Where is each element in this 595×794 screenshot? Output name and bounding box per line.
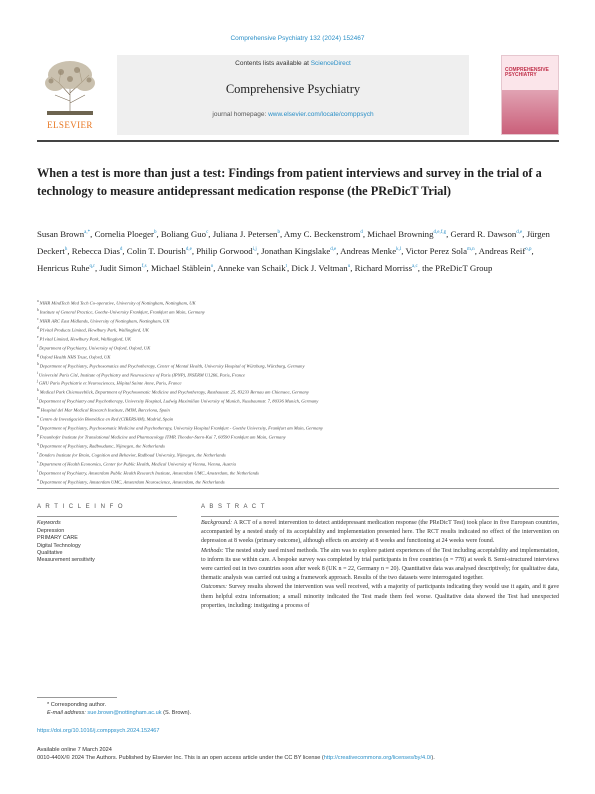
- affiliation-label: e: [37, 334, 40, 339]
- affiliation-label: k: [37, 388, 40, 393]
- affiliation-label: q: [37, 442, 40, 446]
- affiliation-label: u: [37, 477, 40, 482]
- affiliation-item: [37, 316, 562, 325]
- abstract-paragraph: [201, 519, 559, 547]
- journal-header: [37, 55, 559, 135]
- author-affiliation-marks[interactable]: d: [360, 230, 363, 235]
- affiliation-item: [37, 450, 562, 459]
- affiliation-divider: [37, 488, 559, 489]
- author-affiliation-marks[interactable]: d,e,f,g: [433, 230, 447, 235]
- author-affiliation-marks[interactable]: a,*: [84, 230, 91, 235]
- abstract-section-label: Background:: [201, 520, 233, 526]
- affiliation-label: n: [37, 415, 40, 420]
- email-label: E-mail address:: [47, 710, 86, 716]
- affiliation-label: a: [37, 299, 40, 303]
- keywords-title: Keywords: [37, 520, 61, 526]
- abstract-paragraph: [201, 583, 559, 611]
- affiliation-label: c: [37, 316, 40, 321]
- affiliation-label: j: [37, 379, 39, 384]
- author-affiliation-marks[interactable]: q,r: [89, 263, 95, 269]
- author-name[interactable]: Colin T. Dourish: [126, 245, 186, 256]
- abstract-section-text: Survey results showed the intervention was well received, with a majority of participants indicating they would use it again, and it gave them helpful extra information; a small minority indicated the Test made them feel worse. Qualitative data showed the Test had unexpected properties, including: instigating a process of: [201, 584, 559, 609]
- keyword-item: Digital Technology: [37, 542, 81, 549]
- article-info-rule: [37, 516, 177, 517]
- affiliation-text: Department of Psychiatry, Psychosomatic Medicine and Psychotherapy, University Hospital Frankfurt - Goethe University, Frankfurt am Main, Germany: [39, 425, 323, 431]
- author-name[interactable]: Boliang Guo: [160, 228, 207, 239]
- author-affiliation-marks[interactable]: u: [347, 263, 351, 269]
- abstract-paragraph: [201, 547, 559, 584]
- author-affiliation-marks[interactable]: b: [153, 230, 157, 235]
- affiliation-item: [37, 343, 562, 352]
- affiliation-text: Institute of General Practice, Goethe-University Frankfurt, Frankfurt am Main, Germany: [39, 309, 205, 315]
- abstract-section-text: A RCT of a novel intervention to detect antidepressant medication response (the PReDicT Test) took place in five European countries, accompanied by a nested study of its acceptability and implementation presented here. The RCT results indicated no effect of the intervention on depression at 8 weeks (primary outcome), although effects on anxiety at 8 weeks and functioning at 24 weeks were found.: [201, 520, 559, 545]
- author-name[interactable]: Cornelia Ploeger: [94, 228, 154, 239]
- author-name[interactable]: Susan Brown: [37, 228, 85, 239]
- abstract-section-label: Outcomes:: [201, 584, 227, 591]
- availability-date: Available online 7 March 2024: [37, 747, 112, 753]
- keyword-item: Measurement sensitivity: [37, 557, 95, 564]
- keywords-list: [37, 528, 177, 564]
- article-info-heading: A R T I C L E I N F O: [37, 504, 125, 510]
- author-name[interactable]: Victor Perez Sola: [405, 245, 468, 256]
- affiliation-label: f: [37, 343, 40, 348]
- email-suffix: (S. Brown).: [163, 710, 192, 716]
- author-name[interactable]: Judit Simon: [99, 262, 142, 273]
- affiliation-label: i: [37, 370, 39, 375]
- affiliation-text: Hospital del Mar Medical Research Institute, IMIM, Barcelona, Spain: [40, 407, 170, 413]
- homepage-prefix: journal homepage:: [212, 111, 267, 118]
- email-line: [37, 709, 557, 717]
- abstract-section-text: The nested study used mixed methods. The aim was to explore patient experiences of the Test including acceptability and implementation, to inform its use within care. A bespoke survey was completed by trial participants in five countries (n = 778) at week 8. Semi-structured interviews were carried out in two countries soon after week 8 (UK n = 22, Germany n = 20). Quantitative data was analysed descriptively; for qualitative data, thematic analysis was carried out using a framework approach. Results of the two datasets were interrogated together.: [201, 547, 559, 582]
- author-name[interactable]: Gerard R. Dawson: [450, 228, 517, 239]
- elsevier-tree-logo: [37, 55, 103, 135]
- affiliation-label: o: [37, 424, 40, 429]
- affiliation-item: [37, 414, 562, 423]
- affiliation-text: NIHR ARC East Midlands, University of Nottingham, Nottingham, UK: [39, 318, 170, 324]
- affiliation-text: Department of Psychiatry, Psychosomatics and Psychotherapy, Center of Mental Health, University Hospital of Würzburg, Würzburg, Germany: [39, 363, 305, 369]
- affiliation-text: Fraunhofer Institute for Translational Medicine and Pharmacology ITMP, Theodor-Stern-Kai 7, 60590 Frankfurt am Main, Germany: [39, 434, 286, 440]
- tree-icon: [37, 55, 103, 119]
- affiliation-label: b: [37, 307, 40, 312]
- author-name[interactable]: Richard Morriss: [354, 262, 413, 273]
- affiliation-label: h: [37, 361, 40, 366]
- author-affiliation-marks[interactable]: t: [285, 263, 288, 269]
- affiliation-item: [37, 432, 562, 441]
- affiliation-item: [37, 298, 562, 307]
- author-name[interactable]: Dick J. Veltman: [291, 262, 348, 273]
- affiliation-item: [37, 423, 562, 432]
- author-list: Susan Brown$^{a,*}$, Cornelia Ploeger$^b$, Boliang Guo$^c$, Juliana J. Petersen$^b$, Amy C. Beckenstrom$^d$, Michael Browning$^{d,e,f,g}$, Gerard R. Dawson$^{d,e}$, Jürgen Deckert$^h$, Rebecca Dias$^d$, Colin T. Dourish$^{d,e}$, Philip Gorwood$^{i,j}$, Jonathan Kingslake$^{d,e}$, Andreas Menke$^{k,l}$, Victor Perez Sola$^{m,n}$, Andreas Reif$^{o,p}$, Henricus Ruhe$^{q,r}$, Judit Simon$^{f,s}$, Michael Stäblein$^o$, Anneke van Schaik$^t$, Dick J. Veltman$^u$, Richard Morriss$^{a,c}$, the PReDicT Group: [37, 228, 550, 273]
- affiliation-label: g: [37, 352, 40, 357]
- license-line: [37, 755, 559, 761]
- affiliation-item: [37, 441, 562, 450]
- journal-banner: [117, 55, 469, 135]
- affiliation-text: GHU Paris Psychiatrie et Neurosciences, Hôpital Sainte Anne, Paris, France: [38, 380, 182, 386]
- affiliation-text: Department of Psychiatry, Amsterdam Public Health Research Institute, Amsterdam UMC, Amsterdam, the Netherlands: [38, 470, 259, 476]
- affiliation-item: [37, 334, 562, 343]
- article-title: When a test is more than just a test: Findings from patient interviews and survey in the trial of a technology to measure antidepressant medication response (the PReDicT Trial): [37, 166, 542, 198]
- affiliation-label: l: [37, 397, 39, 402]
- author-affiliation-marks[interactable]: d,e: [330, 246, 337, 252]
- corresponding-author-note: * Corresponding author.: [47, 702, 107, 708]
- affiliation-text: Department of Psychiatry and Psychotherapy, University Hospital, Ludwig Maximilian University of Munich, Nussbaumstr. 7, 80336 Munich, Germany: [38, 398, 319, 404]
- license-text: 0010-440X/© 2024 The Authors. Published by Elsevier Inc. This is an open access article under the CC BY license (: [37, 755, 324, 761]
- author-name[interactable]: the PReDicT Group: [422, 262, 493, 273]
- affiliation-text: Department of Psychiatry, Amsterdam UMC, Amsterdam Neuroscience, Amsterdam, the Netherlands: [39, 479, 225, 485]
- sciencedirect-link[interactable]: ScienceDirect: [310, 60, 351, 67]
- affiliation-text: Université Paris Cité, Institute of Psychiatry and Neuroscience of Paris (IPNP), INSERM U1266, Paris, France: [38, 372, 246, 378]
- abstract-section-label: Methods:: [201, 547, 224, 554]
- abstract-rule: [201, 516, 559, 517]
- author-name[interactable]: Jonathan Kingslake: [261, 245, 331, 256]
- keywords-block: [37, 520, 177, 564]
- author-affiliation-marks[interactable]: f,s: [141, 263, 147, 269]
- affiliation-text: NIHR MindTech Med Tech Co-operative, University of Nottingham, Nottingham, UK: [39, 300, 196, 306]
- contents-prefix: Contents lists available at: [235, 60, 309, 67]
- license-suffix: ).: [431, 755, 435, 761]
- author-name[interactable]: Amy C. Beckenstrom: [283, 228, 361, 239]
- author-name[interactable]: Andreas Reif: [478, 245, 526, 256]
- keyword-item: Qualitative: [37, 549, 63, 556]
- author-affiliation-marks[interactable]: d,e: [516, 230, 523, 235]
- affiliation-item: [37, 307, 562, 316]
- abstract-body: [201, 519, 559, 611]
- affiliation-label: s: [37, 459, 40, 464]
- author-affiliation-marks[interactable]: b: [277, 230, 280, 235]
- affiliation-label: m: [37, 406, 41, 411]
- author-affiliation-marks[interactable]: d: [119, 246, 123, 252]
- keyword-item: Depression: [37, 528, 65, 535]
- author-name[interactable]: Michael Browning: [367, 228, 434, 239]
- elsevier-wordmark: ELSEVIER: [47, 120, 93, 130]
- author-affiliation-marks[interactable]: i,j: [252, 246, 257, 252]
- author-name[interactable]: Michael Stäblein: [150, 262, 211, 273]
- author-name[interactable]: Jürgen Deckert: [37, 228, 550, 256]
- affiliation-item: [37, 378, 562, 387]
- affiliation-item: [37, 361, 562, 370]
- author-name[interactable]: Rebecca Dias: [71, 245, 120, 256]
- author-affiliation-marks[interactable]: k,l: [396, 246, 402, 252]
- affiliation-text: Department of Psychiatry, University of Oxford, Oxford, UK: [39, 345, 151, 351]
- doi-link[interactable]: https://doi.org/10.1016/j.comppsych.2024.152467: [37, 728, 160, 734]
- author-affiliation-marks[interactable]: o: [210, 263, 214, 269]
- footnote: [37, 701, 557, 717]
- affiliation-label: t: [37, 468, 39, 473]
- homepage-link[interactable]: www.elsevier.com/locate/comppsych: [268, 111, 374, 118]
- email-link[interactable]: sue.brown@nottingham.ac.uk: [87, 710, 162, 716]
- journal-reference[interactable]: Comprehensive Psychiatry 132 (2024) 152467: [230, 35, 365, 42]
- keyword-item: PRIMARY CARE: [37, 535, 78, 542]
- author-affiliation-marks[interactable]: a,c: [412, 263, 418, 269]
- footnote-divider: [37, 697, 117, 698]
- header-divider: [37, 140, 559, 142]
- affiliation-item: [37, 468, 562, 477]
- author-name[interactable]: Andreas Menke: [340, 245, 397, 256]
- affiliation-item: [37, 477, 562, 486]
- affiliation-item: [37, 387, 562, 396]
- journal-title: Comprehensive Psychiatry: [225, 82, 361, 96]
- affiliation-text: Donders Institute for Brain, Cognition and Behavior, Radboud University, Nijmegen, the Netherlands: [39, 452, 226, 458]
- author-affiliation-marks[interactable]: d,e: [185, 246, 192, 252]
- author-affiliation-marks[interactable]: o,p: [525, 246, 532, 252]
- affiliation-item: [37, 370, 562, 379]
- author-affiliation-marks[interactable]: m,n: [467, 246, 475, 252]
- license-link[interactable]: http://creativecommons.org/licenses/by/4.0/: [323, 755, 432, 761]
- author-name[interactable]: Anneke van Schaik: [217, 262, 286, 273]
- affiliation-label: p: [37, 433, 40, 438]
- author-name[interactable]: Juliana J. Petersen: [212, 228, 278, 239]
- affiliation-item: [37, 396, 562, 405]
- affiliation-text: Department of Health Economics, Center for Public Health, Medical University of Vienna, Vienna, Austria: [39, 461, 236, 467]
- affiliation-label: r: [37, 450, 40, 455]
- cover-artwork: [502, 90, 558, 135]
- author-affiliation-marks[interactable]: c: [206, 230, 209, 235]
- affiliation-text: P1vital Limited, Hewlbury Park, Wallingford, UK: [39, 336, 132, 342]
- affiliation-item: [37, 352, 562, 361]
- affiliation-item: [37, 459, 562, 468]
- affiliation-item: [37, 405, 562, 414]
- abstract-heading: A B S T R A C T: [201, 504, 266, 510]
- affiliation-item: [37, 325, 562, 334]
- affiliation-list: [37, 298, 562, 486]
- affiliation-text: Department of Psychiatry, Radboudumc, Nijmegen, the Netherlands: [39, 443, 165, 449]
- homepage-line: [117, 111, 469, 118]
- cover-title: COMPREHENSIVE PSYCHIATRY: [505, 67, 549, 79]
- affiliation-text: P1vital Products Limited, Hewlbury Park, Wallingford, UK: [39, 327, 149, 333]
- contents-line: [117, 60, 469, 67]
- affiliation-text: Medical Park Chiemseeblick, Department of Psychosomatic Medicine and Psychotherapy, Rasthausstr. 25, 83233 Bernau am Chiemsee, Germany: [39, 389, 309, 395]
- author-name[interactable]: Philip Gorwood: [196, 245, 253, 256]
- author-name[interactable]: Henricus Ruhe: [37, 262, 90, 273]
- journal-cover-image[interactable]: [501, 55, 559, 135]
- affiliation-label: d: [37, 325, 40, 330]
- affiliation-text: Centro de Investigación Biomédica en Red (CIBERSAM), Madrid, Spain: [39, 416, 174, 422]
- author-affiliation-marks[interactable]: h: [64, 246, 68, 252]
- affiliation-text: Oxford Health NHS Trust, Oxford, UK: [39, 354, 111, 360]
